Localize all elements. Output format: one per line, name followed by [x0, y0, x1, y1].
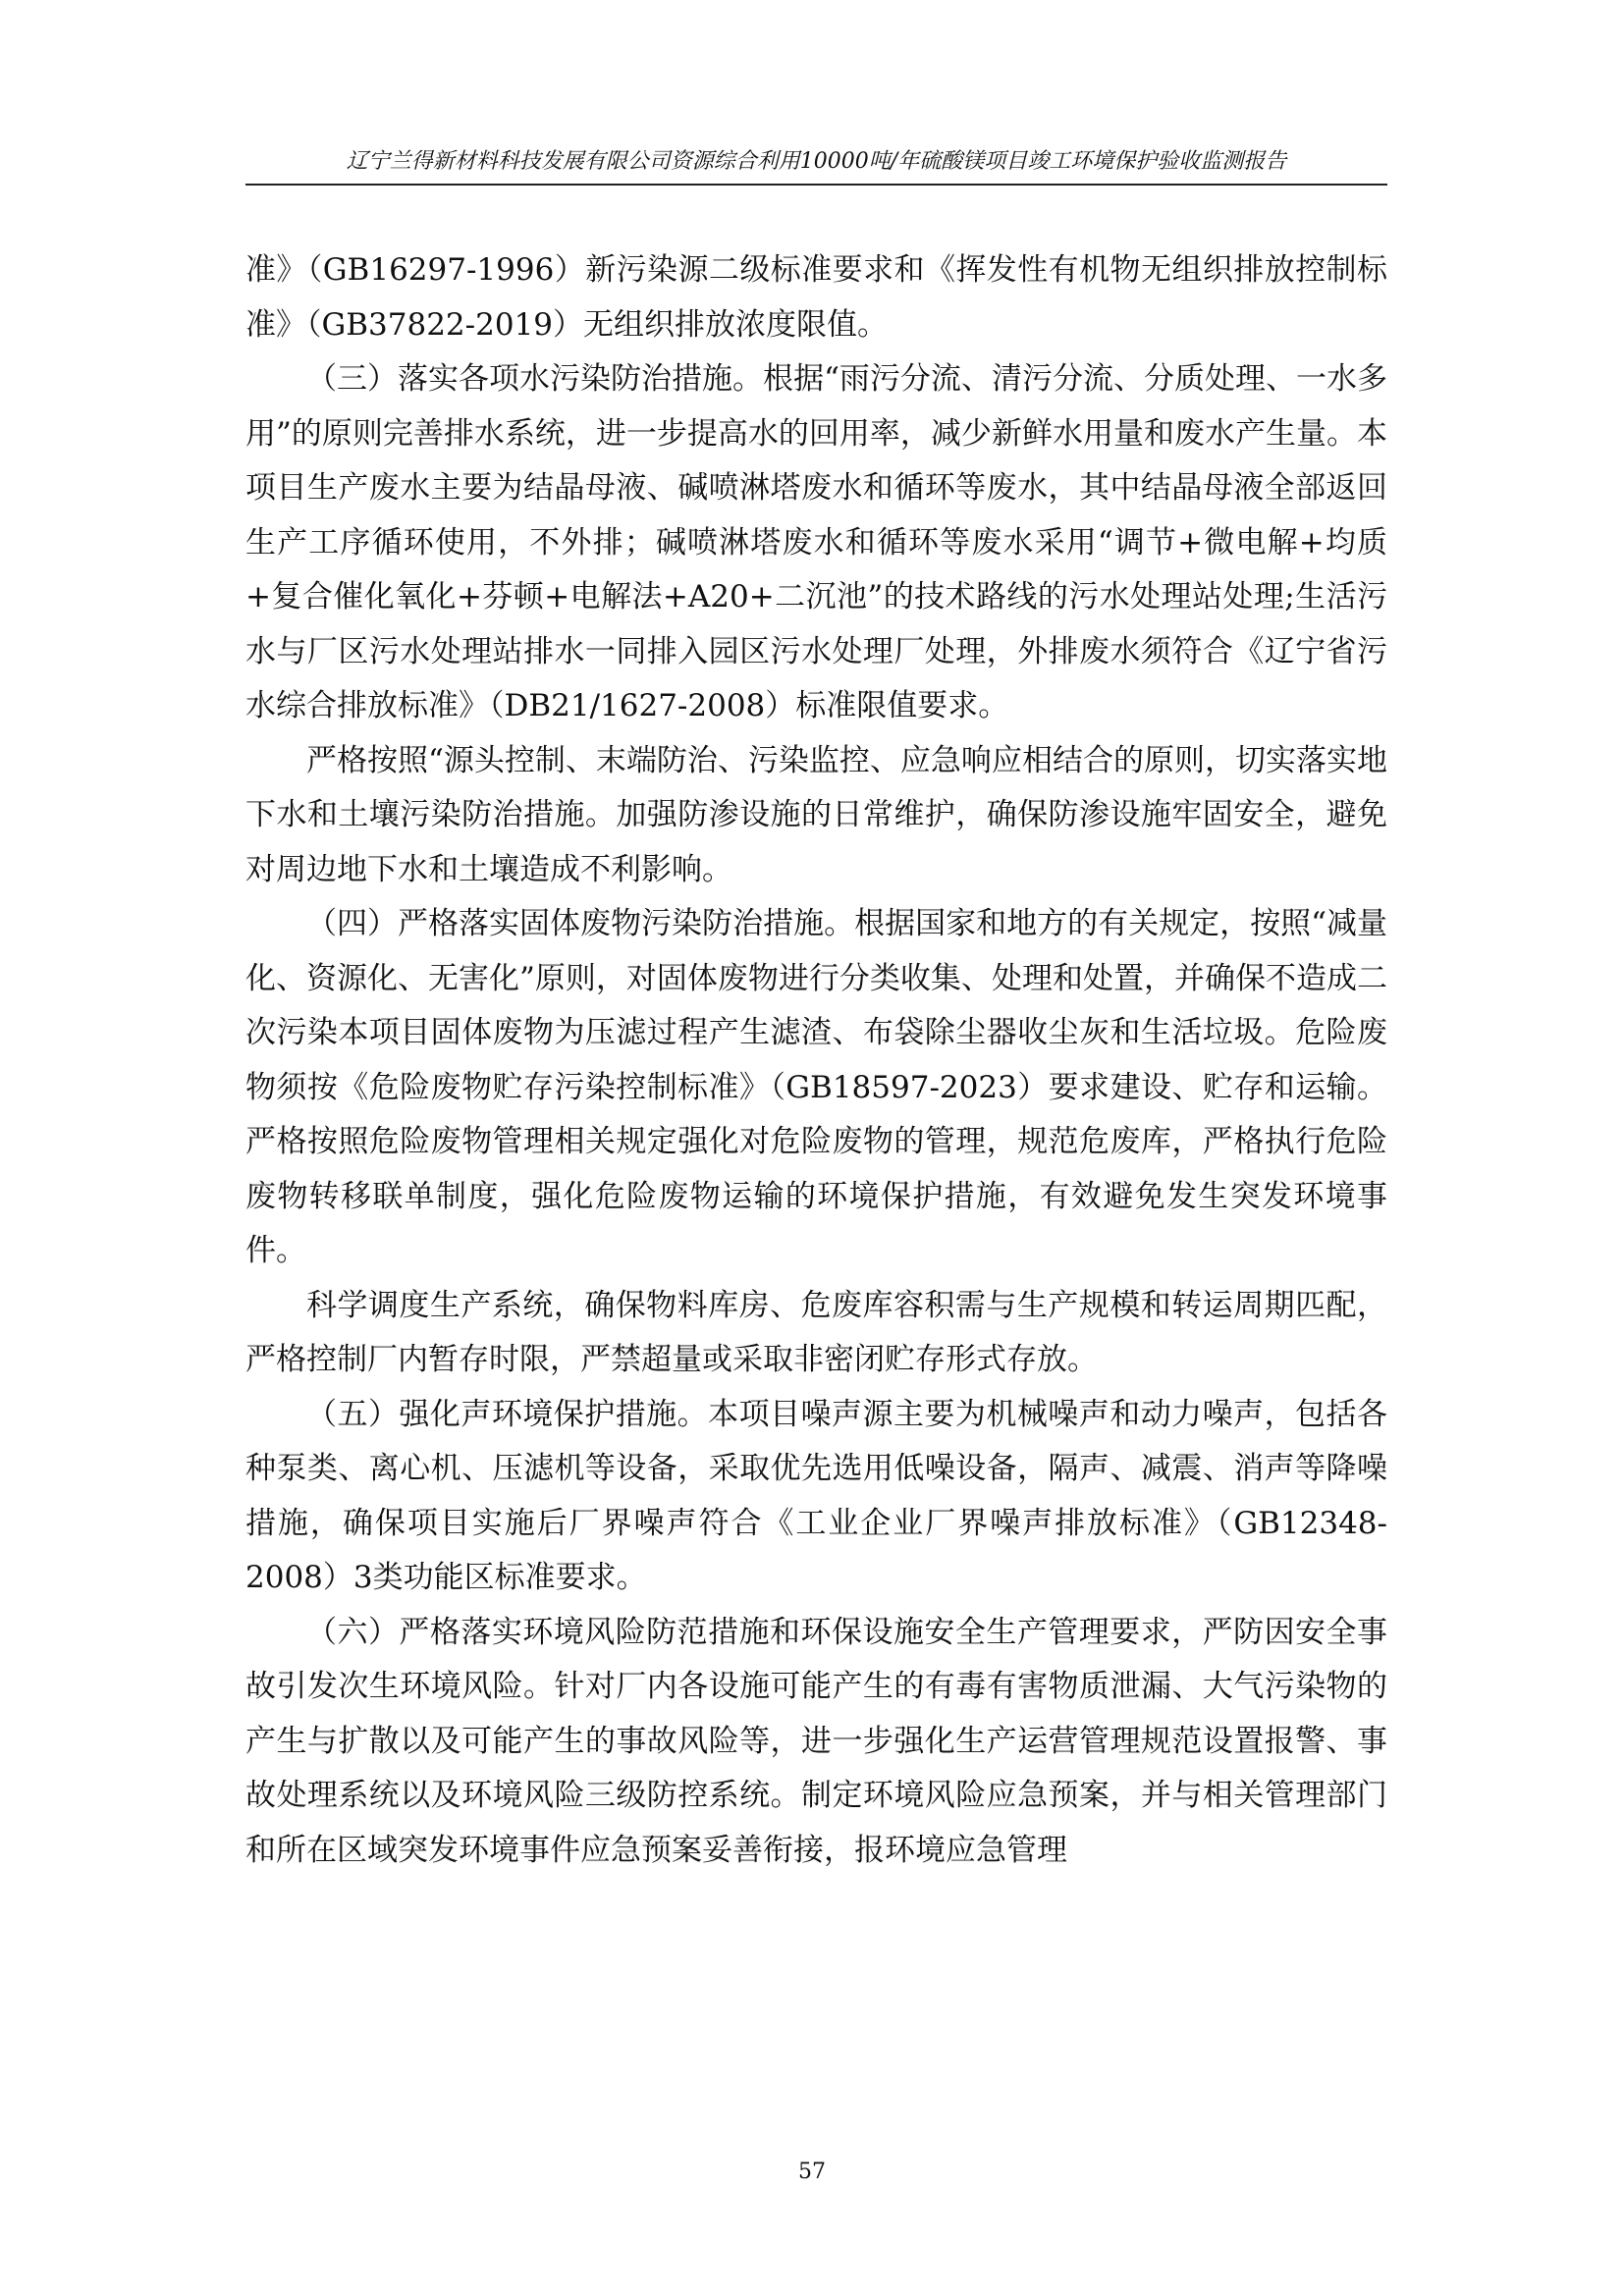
- paragraph-5: 科学调度生产系统，确保物料库房、危废库容积需与生产规模和转运周期匹配，严格控制厂内暂存时限，严禁超量或采取非密闭贮存形式存放。: [245, 1287, 1387, 1377]
- page-number: 57: [798, 2160, 826, 2184]
- paragraph-6: （五）强化声环境保护措施。本项目噪声源主要为机械噪声和动力噪声，包括各种泵类、离心机、压滤机等设备，采取优先选用低噪设备，隔声、减震、消声等降噪措施，确保项目实施后厂界噪声符合《工业企业厂界噪声排放标准》（GB12348-2008）3类功能区标准要求。: [245, 1396, 1387, 1595]
- document-body: [245, 243, 1387, 1878]
- paragraph-1: 准》（GB16297-1996）新污染源二级标准要求和《挥发性有机物无组织排放控制标准》（GB37822-2019）无组织排放浓度限值。: [245, 252, 1387, 343]
- running-header: 辽宁兰得新材料科技发展有限公司资源综合利用10000吨/年硫酸镁项目竣工环境保护验收监测报告: [346, 149, 1287, 174]
- paragraph-4: （四）严格落实固体废物污染防治措施。根据国家和地方的有关规定，按照“减量化、资源化、无害化”原则，对固体废物进行分类收集、处理和处置，并确保不造成二次污染本项目固体废物为压滤过程产生滤渣、布袋除尘器收尘灰和生活垃圾。危险废物须按《危险废物贮存污染控制标准》（GB18597-2023）要求建设、贮存和运输。严格按照危险废物管理相关规定强化对危险废物的管理，规范危废库，严格执行危险废物转移联单制度，强化危险废物运输的环境保护措施，有效避免发生突发环境事件。: [245, 906, 1387, 1268]
- paragraph-2: （三）落实各项水污染防治措施。根据“雨污分流、清污分流、分质处理、一水多用”的原则完善排水系统，进一步提高水的回用率，减少新鲜水用量和废水产生量。本项目生产废水主要为结晶母液、碱喷淋塔废水和循环等废水，其中结晶母液全部返回生产工序循环使用，不外排；碱喷淋塔废水和循环等废水采用“调节+微电解+均质+复合催化氧化+芬顿+电解法+A20+二沉池”的技术路线的污水处理站处理;生活污水与厂区污水处理站排水一同排入园区污水处理厂处理，外排废水须符合《辽宁省污水综合排放标准》（DB21/1627-2008）标准限值要求。: [245, 361, 1387, 723]
- header-divider: [245, 184, 1387, 186]
- paragraph-7: （六）严格落实环境风险防范措施和环保设施安全生产管理要求，严防因安全事故引发次生环境风险。针对厂内各设施可能产生的有毒有害物质泄漏、大气污染物的产生与扩散以及可能产生的事故风险等，进一步强化生产运营管理规范设置报警、事故处理系统以及环境风险三级防控系统。制定环境风险应急预案，并与相关管理部门和所在区域突发环境事件应急预案妥善衔接，报环境应急管理: [245, 1614, 1387, 1868]
- paragraph-3: 严格按照“源头控制、末端防治、污染监控、应急响应相结合的原则，切实落实地下水和土壤污染防治措施。加强防渗设施的日常维护，确保防渗设施牢固安全，避免对周边地下水和土壤造成不利影响。: [245, 742, 1387, 887]
